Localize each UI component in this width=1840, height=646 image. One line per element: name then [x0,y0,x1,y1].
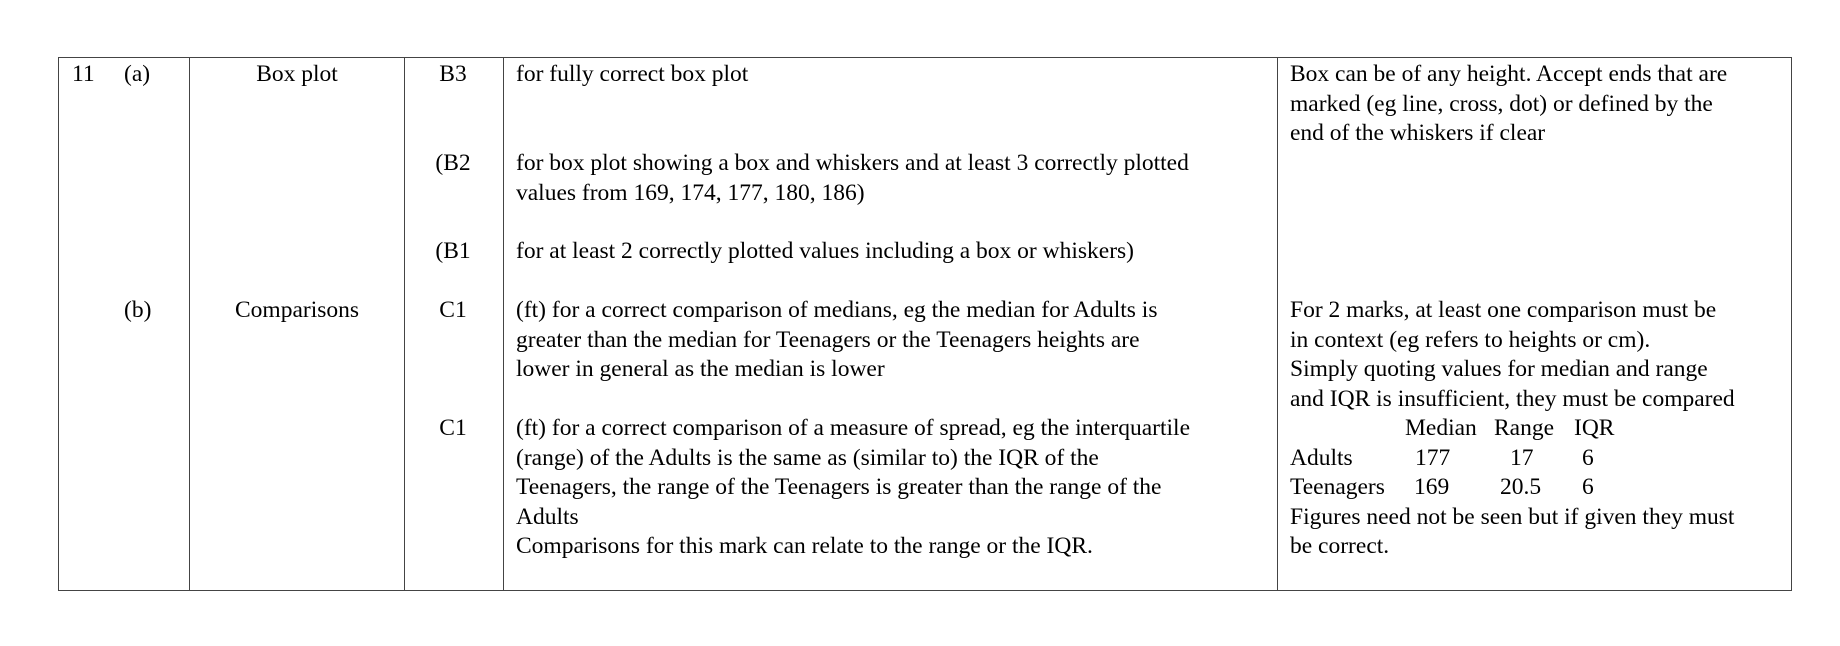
guidance-line: Box can be of any height. Accept ends that are [1290,61,1728,87]
description-line: lower in general as the median is lower [516,356,885,382]
table-header-median: Median [1405,415,1477,441]
mark-code: B3 [439,61,467,87]
question-number: 11 [72,61,95,87]
table-cell: 6 [1582,474,1594,500]
guidance-line: be correct. [1290,533,1390,559]
description-line: for at least 2 correctly plotted values including a box or whiskers) [516,238,1134,264]
part-b-label: (b) [124,297,152,323]
guidance-line: and IQR is insufficient, they must be compared [1290,385,1735,412]
table-cell: 177 [1415,444,1451,471]
table-row-label: Adults [1290,444,1353,471]
description-line: greater than the median for Teenagers or the Teenagers heights are [516,326,1140,353]
mark-code: (B2 [435,150,471,176]
guidance-line: Simply quoting values for median and range [1290,356,1708,382]
description-line: Adults [516,503,579,530]
table-cell: 6 [1582,444,1594,471]
guidance-line: Figures need not be seen but if given they must [1290,503,1735,530]
description-line: for box plot showing a box and whiskers and at least 3 correctly plotted [516,150,1189,176]
table-header-range: Range [1494,415,1555,441]
part-b-working: Comparisons [234,297,360,323]
table-row-label: Teenagers [1290,474,1385,500]
mark-code: (B1 [435,238,471,264]
table-header-iqr: IQR [1574,415,1615,441]
description-line: values from 169, 174, 177, 180, 186) [516,179,865,206]
mark-code: C1 [439,297,467,323]
description-line: (range) of the Adults is the same as (similar to) the IQR of the [516,444,1099,471]
part-a-label: (a) [124,61,151,87]
table-cell: 169 [1414,474,1450,500]
mark-code: C1 [439,415,467,441]
table-cell: 17 [1510,444,1534,471]
description-line: for fully correct box plot [516,61,749,87]
guidance-line: in context (eg refers to heights or cm). [1290,326,1651,353]
description-line: (ft) for a correct comparison of medians, eg the median for Adults is [516,297,1158,323]
description-line: Teenagers, the range of the Teenagers is greater than the range of the [516,474,1162,500]
description-line: (ft) for a correct comparison of a measure of spread, eg the interquartile [516,415,1191,441]
guidance-line: For 2 marks, at least one comparison must be [1290,297,1717,323]
part-a-working: Box plot [256,61,338,87]
guidance-line: marked (eg line, cross, dot) or defined by the [1290,90,1713,117]
table-cell: 20.5 [1500,474,1542,500]
column-divider [1277,58,1278,590]
guidance-line: end of the whiskers if clear [1290,120,1546,146]
description-line: Comparisons for this mark can relate to the range or the IQR. [516,533,1093,559]
column-divider [503,58,504,590]
